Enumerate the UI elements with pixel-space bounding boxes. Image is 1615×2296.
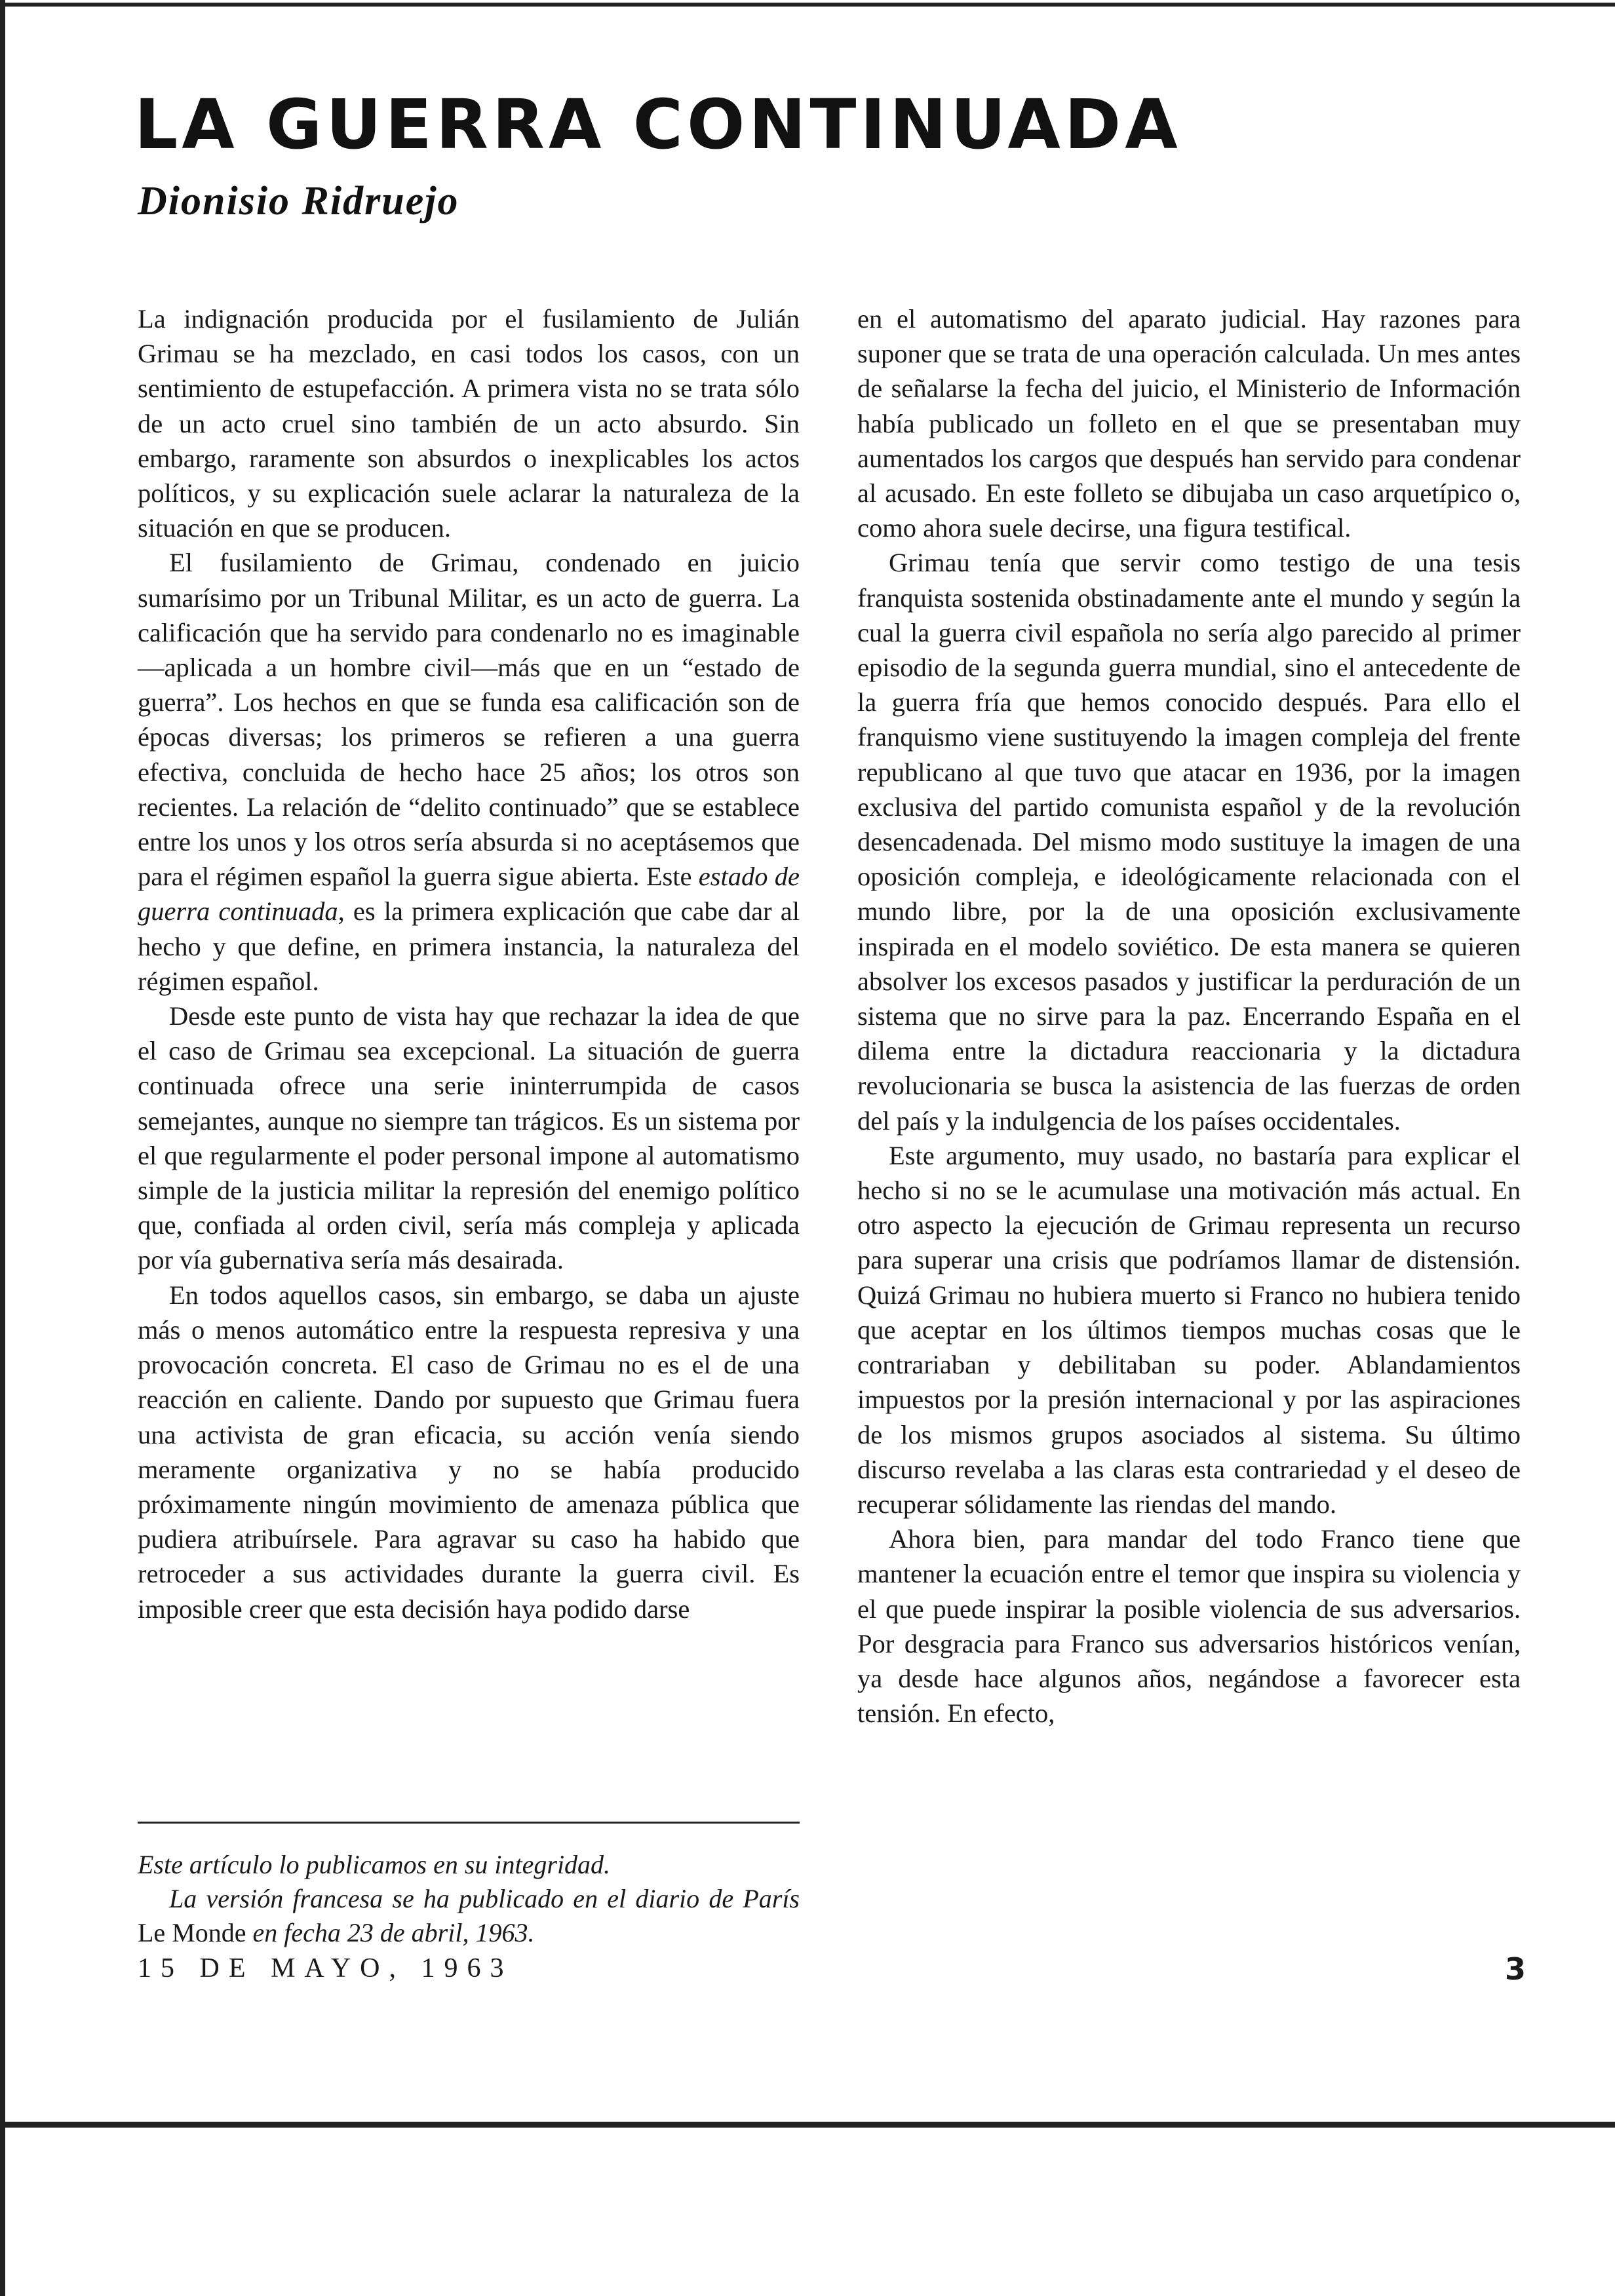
paragraph: La indignación producida por el fusilamiento de Julián Grimau se ha mezclado, en casi todos los casos, con un sentimiento de estupefacción. A primera vista no se trata sólo de un acto cruel sino también de un acto absurdo. Sin embargo, raramente son absurdos o inexplicables los actos políticos, y su explicación suele aclarar la naturaleza de la situación en que se producen. <box>138 304 800 543</box>
bottom-border-rule <box>0 2122 1615 2128</box>
right-column <box>857 301 1521 1731</box>
footnote-line <box>138 1882 800 1950</box>
article-author: Dionisio Ridruejo <box>138 179 459 223</box>
paragraph: Ahora bien, para mandar del todo Franco tiene que mantener la ecuación entre el temor que inspira su violencia y el que puede inspirar la posible violencia de sus adversarios. Por desgracia para Franco sus adversarios históricos venían, ya desde hace algunos años, negándose a favorecer esta tensión. En efecto, <box>857 1524 1521 1729</box>
footnote-text: La versión francesa se ha publicado en el diario de París <box>169 1884 800 1913</box>
paragraph: Este argumento, muy usado, no bastaría para explicar el hecho si no se le acumulase una motivación más actual. En otro aspecto la ejecución de Grimau representa un recurso para superar una crisis que podríamos llamar de distensión. Quizá Grimau no hubiera muerto si Franco no hubiera tenido que aceptar en los últimos tiempos muchas cosas que le contrariaban y debilitaban su poder. Ablandamientos impuestos por la presión internacional y por las aspiraciones de los mismos grupos asociados al sistema. Su último discurso revelaba a las claras esta contrariedad y el deseo de recuperar sólidamente las riendas del mando. <box>857 1140 1521 1519</box>
paragraph <box>138 545 800 999</box>
paragraph: Desde este punto de vista hay que rechazar la idea de que el caso de Grimau sea excepcional. La situación de guerra continuada ofrece una serie ininterrumpida de casos semejantes, aunque no siempre tan trágicos. Es un sistema por el que regularmente el poder personal impone al automatismo simple de la justicia militar la represión del enemigo político que, confiada al orden civil, sería más compleja y aplicada por vía gubernativa sería más desairada. <box>138 1001 800 1275</box>
paragraph-text: es la primera explicación que cabe dar al hecho y que define, en primera instancia, la naturaleza del régimen español. <box>138 896 800 996</box>
paragraph: Grimau tenía que servir como testigo de una tesis franquista sostenida obstinadamente ante el mundo y según la cual la guerra civil española no sería algo parecido al primer episodio de la segunda guerra mundial, sino el antecedente de la guerra fría que hemos conocido después. Para ello el franquismo viene sustituyendo la imagen compleja del frente republicano al que tuvo que atacar en 1936, por la imagen exclusiva del partido comunista español y de la revolución desencadenada. Del mismo modo sustituye la imagen de una oposición compleja, e ideológicamente relacionada con el mundo libre, por la de una oposición exclusivamente inspirada en el modelo soviético. De esta manera se quieren absolver los excesos pasados y justificar la perduración de un sistema que no sirve para la paz. Encerrando España en el dilema entre la dictadura reaccionaria y la dictadura revolucionaria se busca la asistencia de las fuerzas de orden del país y la indulgencia de los países occidentales. <box>857 548 1521 1136</box>
footnote-divider <box>138 1822 800 1824</box>
article-title: LA GUERRA CONTINUADA <box>134 85 1182 164</box>
paragraph: en el automatismo del aparato judicial. Hay razones para suponer que se trata de una operación calculada. Un mes antes de señalarse la fecha del juicio, el Ministerio de Información había publicado un folleto en el que se presentaban muy aumentados los cargos que después han servido para condenar al acusado. En este folleto se dibujaba un caso arquetípico o, como ahora suele decirse, una figura testifical. <box>857 304 1521 543</box>
left-column <box>138 301 800 1626</box>
issue-date: 15 DE MAYO, 1963 <box>138 1953 513 1983</box>
footnote <box>138 1848 800 1950</box>
emphasis-text: estado de guerra continuada, <box>138 862 800 927</box>
footnote-line: Este artículo lo publicamos en su integridad. <box>138 1850 611 1879</box>
paragraph: En todos aquellos casos, sin embargo, se daba un ajuste más o menos automático entre la respuesta represiva y una provocación concreta. El caso de Grimau no es el de una reacción en caliente. Dando por supuesto que Grimau fuera una activista de gran eficacia, su acción venía siendo meramente organizativa y no se había producido próximamente ningún movimiento de amenaza pública que pudiera atribuírsele. Para agravar su caso ha habido que retroceder a sus actividades durante la guerra civil. Es imposible creer que esta decisión haya podido darse <box>138 1280 800 1624</box>
page-number: 3 <box>1505 1951 1527 1987</box>
paragraph-text: El fusilamiento de Grimau, condenado en juicio sumarísimo por un Tribunal Militar, es un acto de guerra. La calificación que ha servido para condenarlo no es imaginable—aplicada a un hombre civil—más que en un “estado de guerra”. Los hechos en que se funda esa calificación son de épocas diversas; los primeros se refieren a una guerra efectiva, concluida de hecho hace 25 años; los otros son recientes. La relación de “delito continuado” que se establece entre los unos y los otros sería absurda si no aceptásemos que para el régimen español la guerra sigue abierta. Este <box>138 548 800 892</box>
footnote-text: en fecha 23 de abril, 1963. <box>246 1918 535 1947</box>
left-border-rule <box>0 0 5 2296</box>
top-border-rule <box>0 3 1615 7</box>
newspaper-name: Le Monde <box>138 1918 246 1947</box>
